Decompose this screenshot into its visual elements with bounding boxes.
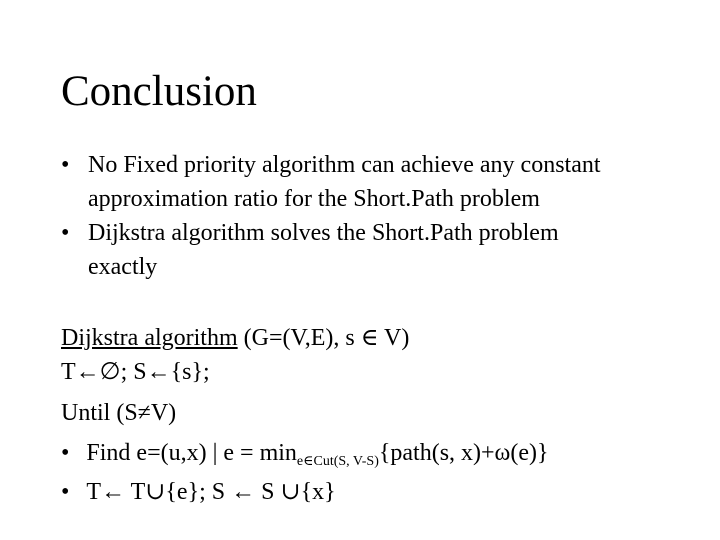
step-update-text: T← T∪{e}; S ← S ∪{x} bbox=[86, 479, 336, 505]
bullet-line: Dijkstra algorithm solves the Short.Path problem bbox=[88, 220, 559, 246]
bullet-list bbox=[61, 148, 691, 284]
algorithm-step-find bbox=[61, 436, 549, 474]
algorithm-header bbox=[61, 321, 409, 355]
bullet-line: exactly bbox=[88, 254, 158, 280]
algorithm-step-update bbox=[61, 475, 336, 509]
step-find-prefix: Find e=(u,x) | e = min bbox=[86, 440, 297, 466]
algorithm-init: T←∅; S←{s}; bbox=[61, 359, 210, 385]
step-find-suffix: {path(s, x)+ω(e)} bbox=[378, 440, 549, 466]
bullet-line: No Fixed priority algorithm can achieve any constant bbox=[88, 152, 601, 178]
bullet-item-2 bbox=[61, 216, 691, 284]
bullet-marker: • bbox=[61, 152, 70, 178]
bullet-marker: • bbox=[61, 220, 70, 246]
step-find-subscript: e∈Cut(S, V-S) bbox=[296, 454, 379, 469]
slide-title: Conclusion bbox=[61, 68, 257, 115]
bullet-marker: • bbox=[61, 440, 70, 466]
algorithm-until: Until (S≠V) bbox=[61, 400, 177, 426]
bullet-line: approximation ratio for the Short.Path problem bbox=[88, 186, 540, 212]
bullet-marker: • bbox=[61, 479, 70, 505]
algorithm-name: Dijkstra algorithm bbox=[61, 325, 238, 351]
bullet-item-1 bbox=[61, 148, 691, 216]
algorithm-signature: (G=(V,E), s ∈ V) bbox=[237, 325, 410, 351]
